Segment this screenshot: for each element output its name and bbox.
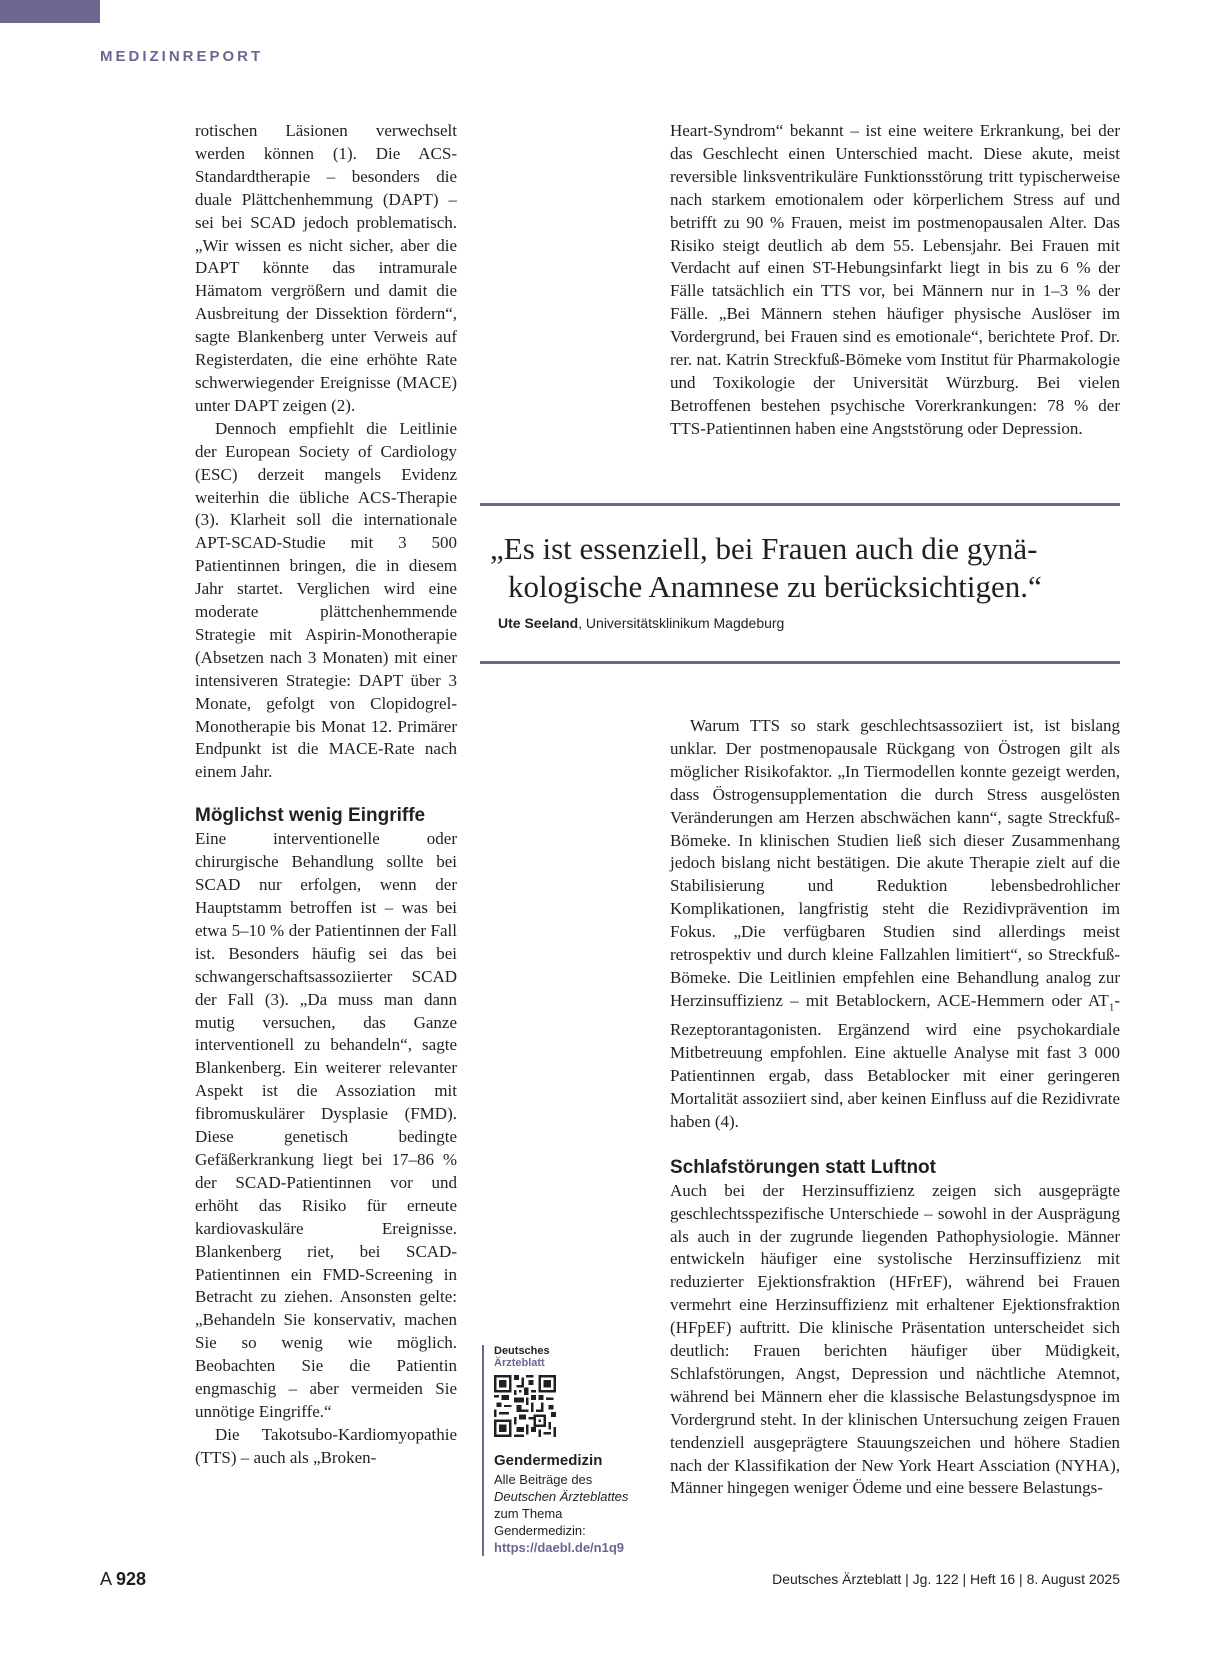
left-paragraph-1: rotischen Läsionen verwechselt werden können (1). Die ACS-Standardtherapie – besonders die duale Plättchenhemmung (DAPT) – sei bei SCAD jedoch problematisch. „Wir wissen es nicht sicher, aber die DAPT könnte das intramurale Hämatom vergrößern und damit die Ausbreitung der Dissektion fördern“, sagte Blankenberg unter Verweis auf Registerdaten, die eine erhöhte Rate schwerwiegender Ereignisse (MACE) unter DAPT zeigen (2). (195, 121, 457, 415)
paragraph-text-a: Warum TTS so stark geschlechtsassoziiert ist, ist bislang unklar. Der postmenopausale Rückgang von Östrogen gilt als möglicher Risikofaktor. „In Tiermodellen konnte gezeigt werden, dass Östrogensupplementation die durch Stress ausgelösten Veränderungen am Herzen abschwächen kann“, sagte Streckfuß-Bömeke. In klinischen Studien ließ sich dieser Zusammenhang jedoch bislang nicht bestätigen. Die akute Therapie zielt auf die Stabilisierung und Reduktion lebensbedrohlicher Komplikationen, langfristig steht die Rezidivprävention im Fokus. „Die verfügbaren Studien sind allerdings meist retrospektiv und durch kleine Fallzahlen limitiert“, so Streckfuß-Bömeke. Die Leitlinien empfehlen eine Behandlung analog zur Herzinsuffizienz – mit Betablockern, ACE-Hemmern oder AT (670, 716, 1120, 1010)
sidebar-desc-italic: Deutschen Ärzteblattes (494, 1489, 629, 1504)
quote-rule-top (480, 503, 1120, 506)
right-bottom-paragraph-2: Auch bei der Herzinsuffizienz zeigen sich ausgeprägte geschlechtsspezifische Unterschiede – sowohl in der Ausprägung als auch in der zugrunde liegenden Pathophysiologie. Männer entwickeln häufiger eine systolische Herzinsuffizienz mit reduzierter Ejektionsfraktion (HFrEF), während bei Frauen vermehrt eine Herzinsuffizienz mit erhaltener Ejektionsfraktion (HFpEF) auftritt. Die klinische Präsentation unterscheidet sich deutlich: Frauen berichten häufiger über Müdigkeit, Schlafstörungen, Angst, Depression und nächtliche Atemnot, während bei Männern eher die klassische Belastungsdyspnoe im Vordergrund steht. In der klinischen Untersuchung zeigen Frauen tendenziell ausgeprägtere Stauungszeichen und höhere Stadien nach der Klassifikation der New York Heart Assciation (NYHA), Männer hingegen weniger Ödeme und eine bessere Belastungs- (670, 1180, 1120, 1498)
page-number-value: 928 (116, 1569, 147, 1589)
quote-author: Ute Seeland (498, 615, 579, 631)
sidebar-title: Gendermedizin (494, 1452, 603, 1469)
right-top-paragraph: Heart-Syndrom“ bekannt – ist eine weitere Erkrankung, bei der das Geschlecht einen Unterschied macht. Diese akute, meist reversible linksventrikuläre Funktionsstörung tritt typischerweise nach starkem emotionalem oder körperlichem Stress auf und betrifft zu 90 % Frauen, meist im postmenopausalen Alter. Das Risiko steigt deutlich ab dem 55. Lebensjahr. Bei Frauen mit Verdacht auf einen ST-Hebungsinfarkt liegt in bis zu 6 % der Fälle tatsächlich ein TTS vor, bei Männern nur in 1–3 % der Fälle. „Bei Männern stehen häufiger physische Auslöser im Vordergrund, bei Frauen sind es emotionale“, berichtete Prof. Dr. rer. nat. Katrin Streckfuß-Bömeke vom Institut für Pharmakologie und Toxikologie der Universität Würzburg. Bei vielen Betroffenen bestehen psychische Vorerkrankungen: 78 % der TTS-Patientinnen haben eine Angststörung oder Depression. (670, 121, 1120, 438)
right-column-bottom (670, 715, 1120, 1500)
sidebar-desc-part-1: Alle Beiträge des (494, 1472, 593, 1487)
right-column-top (670, 120, 1120, 441)
qr-code-icon[interactable] (494, 1375, 556, 1437)
journal-info: Deutsches Ärzteblatt | Jg. 122 | Heft 16 | 8. August 2025 (772, 1571, 1120, 1587)
subscript-1: 1 (1108, 1001, 1115, 1014)
header-color-block (0, 0, 100, 23)
brand-line-2: Ärzteblatt (494, 1357, 545, 1369)
subheading-schlafstoerungen: Schlafstörungen statt Luftnot (670, 1156, 936, 1178)
sidebar-desc-part-2: zum Thema Gendermedizin: (494, 1506, 586, 1538)
pull-quote-line-2: kologische Anamnese zu berücksichtigen.“ (508, 569, 1042, 604)
section-label: MEDIZINREPORT (100, 48, 264, 65)
left-paragraph-3: Eine interventionelle oder chirurgische Behandlung sollte bei SCAD nur erfolgen, wenn der Hauptstamm betroffen ist – was bei etwa 5–10 % der Patientinnen der Fall ist. Besonders häufig sei das bei schwangerschaftsassoziierter SCAD der Fall (3). „Da muss man dann mutig versuchen, das Ganze interventionell zu behandeln“, sagte Blankenberg. Ein weiterer relevanter Aspekt ist die Assoziation mit fibromuskulärer Dysplasie (FMD). Diese genetisch bedingte Gefäßerkrankung liegt bei 17–86 % der SCAD-Patientinnen vor und erhöht das Risiko für erneute kardiovaskuläre Ereignisse. Blankenberg riet, bei SCAD-Patientinnen ein FMD-Screening in Betracht zu ziehen. Ansonsten gelte: „Behandeln Sie konservativ, machen Sie so wenig wie möglich. Beobachten Sie die Patientin engmaschig – aber vermeiden Sie unnötige Eingriffe.“ (195, 829, 457, 1421)
quote-rule-bottom (480, 661, 1120, 664)
gendermedizin-link[interactable]: https://daebl.de/n1q9 (494, 1540, 625, 1555)
pull-quote (490, 530, 1120, 606)
quote-attribution (498, 615, 784, 631)
sidebar-description (494, 1471, 652, 1539)
brand-logo (494, 1345, 652, 1369)
paragraph-text-b: -Rezeptorantagonisten. Ergänzend wird eine psychokardiale Mitbetreuung empfohlen. Eine aktuelle Analyse mit fast 3 000 Patientinnen ergab, dass Betablocker mit einer geringeren Mortalität assoziiert sind, aber keinen Einfluss auf die Rezidivrate haben (4). (670, 990, 1120, 1131)
brand-line-1: Deutsches (494, 1345, 550, 1357)
left-paragraph-2: Dennoch empfiehlt die Leitlinie der European Society of Cardiology (ESC) derzeit mangels Evidenz weiterhin die übliche ACS-Therapie (3). Klarheit soll die internationale APT-SCAD-Studie mit 3 500 Patientinnen bringen, die in diesem Jahr startet. Verglichen wird eine moderate plättchenhemmende Strategie mit Aspirin-Monotherapie (Absetzen nach 3 Monaten) mit einer intensiveren Strategie: DAPT über 3 Monate, gefolgt von Clopidogrel-Monotherapie bis Monat 12. Primärer Endpunkt ist die MACE-Rate nach einem Jahr. (195, 418, 457, 782)
left-paragraph-4: Die Takotsubo-Kardiomyopathie (TTS) – auch als „Broken- (195, 1424, 457, 1467)
page-prefix: A (100, 1569, 117, 1589)
pull-quote-line-1: „Es ist essenziell, bei Frauen auch die gynä- (490, 531, 1038, 566)
subheading-eingriffe: Möglichst wenig Eingriffe (195, 805, 426, 827)
right-bottom-paragraph-1 (670, 715, 1120, 1134)
left-column (195, 120, 457, 1470)
gendermedizin-sidebar (482, 1345, 652, 1556)
quote-affiliation: , Universitätsklinikum Magdeburg (578, 615, 785, 631)
page-number (100, 1569, 146, 1590)
